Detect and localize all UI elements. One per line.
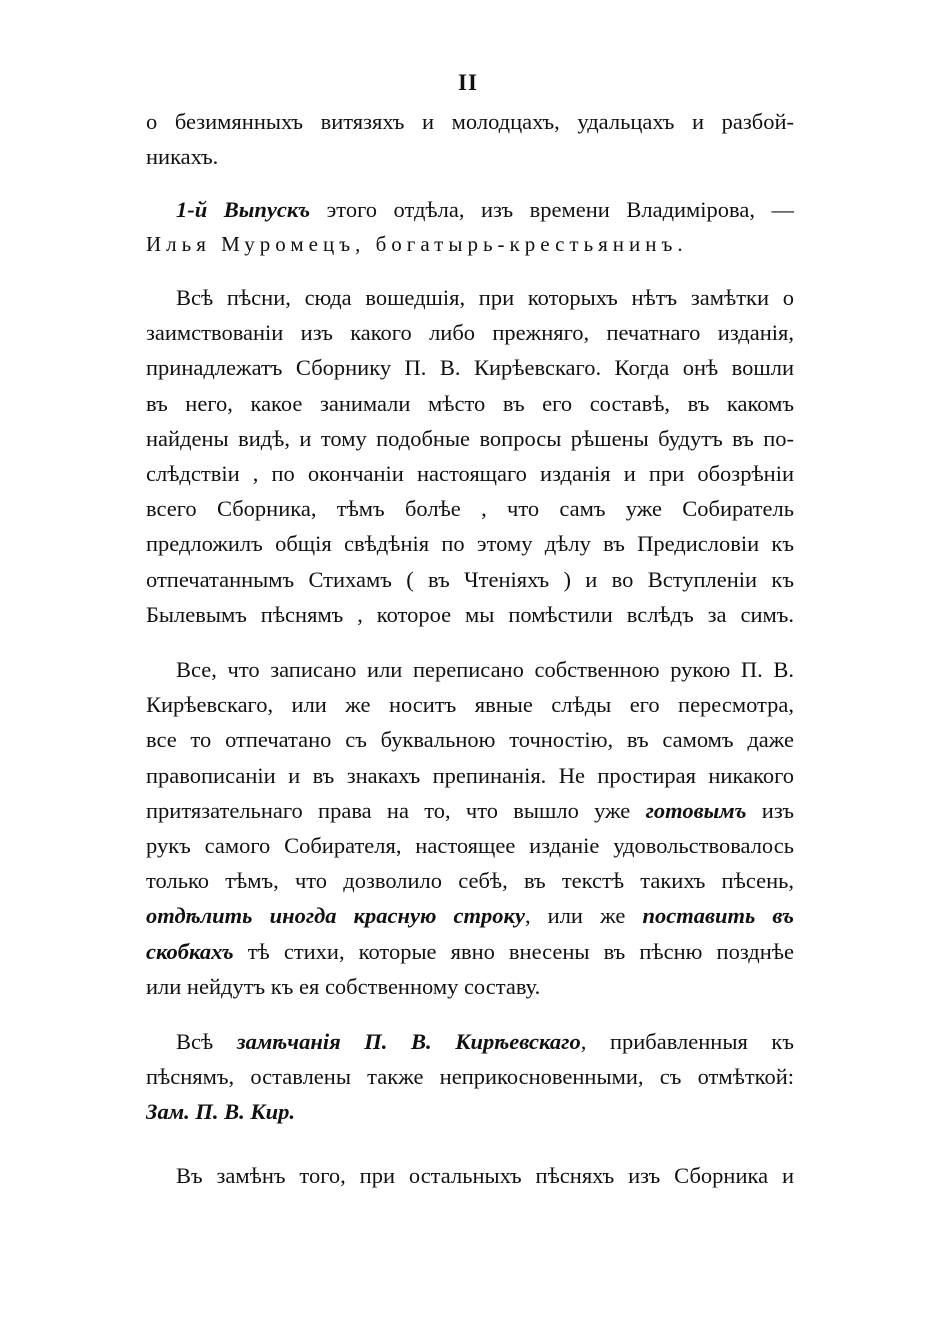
text-run: Всѣ <box>176 1029 237 1054</box>
text-line: Былевымъ пѣснямъ , которое мы помѣстили вслѣдъ за симъ. <box>146 601 794 627</box>
paragraph-issue <box>146 192 794 262</box>
text-line: отпечатаннымъ Стихамъ ( въ Чтеніяхъ ) и во Вступленіи къ <box>146 566 794 592</box>
text-line <box>146 793 794 828</box>
issue-label: 1-й Выпускъ <box>176 197 311 222</box>
paragraph-remarks <box>146 1024 794 1130</box>
remark-mark: Зам. П. В. Кир. <box>146 1099 296 1125</box>
text-line: о безимянныхъ витязяхъ и молодцахъ, удальцахъ и разбой- <box>146 109 794 134</box>
issue-hero-title: Илья Муромецъ, богатырь-крестьянинъ. <box>146 232 688 257</box>
text-line: найдены видѣ, и тому подобные вопросы рѣшены будутъ въ по- <box>146 425 794 451</box>
text-line: заимствованіи изъ какого либо прежняго, печатнаго изданія, <box>146 320 794 346</box>
text-line: предложилъ общія свѣдѣнія по этому дѣлу въ Предисловіи къ <box>146 531 794 557</box>
text-line: правописаніи и въ знакахъ препинанія. Не простирая никакого <box>146 762 794 788</box>
text-run: , прибавленныя къ <box>580 1029 794 1054</box>
text-line: всего Сборника, тѣмъ болѣе , что самъ уже Собиратель <box>146 496 794 522</box>
paragraph-editing <box>146 652 794 1004</box>
text-line: Кирѣевскаго, или же носитъ явные слѣды его пересмотра, <box>146 692 794 718</box>
page-number: II <box>458 70 478 95</box>
text-line: принадлежатъ Сборнику П. В. Кирѣевскаго. Когда онѣ вошли <box>146 355 794 381</box>
emphasis-text: замѣчанія П. В. Кирѣевскаго <box>236 1029 581 1054</box>
text-run: тѣ стихи, которые явно внесены въ пѣсню позднѣе <box>233 938 794 964</box>
text-line: Всѣ пѣсни, сюда вошедшія, при которыхъ нѣтъ замѣтки о <box>176 285 794 310</box>
text-line: въ него, какое занимали мѣсто въ его составѣ, въ какомъ <box>146 390 794 416</box>
text-line <box>146 1024 794 1059</box>
text-line: слѣдствіи , по окончаніи настоящаго изданія и при обозрѣніи <box>146 460 794 486</box>
text-line: Въ замѣнъ того, при остальныхъ пѣсняхъ изъ Сборника и <box>176 1163 794 1188</box>
text-line: Все, что записано или переписано собственною рукою П. В. <box>176 657 794 682</box>
paragraph-others <box>146 1158 794 1193</box>
text-line: никахъ. <box>146 144 219 170</box>
text-line: только тѣмъ, что дозволило себѣ, въ текстѣ такихъ пѣсень, <box>146 868 794 894</box>
text-run: , или же <box>524 903 643 929</box>
paragraph-continuation <box>146 104 794 174</box>
emphasis-text: скобкахъ <box>146 938 234 964</box>
text-run: притязательнаго права на то, что вышло уже <box>146 797 646 823</box>
emphasis-text: готовымъ <box>645 797 747 823</box>
text-line <box>146 898 794 933</box>
emphasis-text: поставить въ <box>642 903 795 929</box>
text-run: изъ <box>746 797 794 823</box>
issue-description: этого отдѣла, изъ времени Владимірова, — <box>310 197 794 222</box>
text-line: все то отпечатано съ буквальною точностію, въ самомъ даже <box>146 727 794 753</box>
text-line: пѣснямъ, оставлены также неприкосновенными, съ отмѣткой: <box>146 1064 794 1090</box>
text-line: рукъ самого Собирателя, настоящее изданіе удовольствовалось <box>146 832 794 858</box>
paragraph-sources <box>146 280 794 632</box>
text-line: или нейдутъ къ ея собственному составу. <box>146 973 541 999</box>
emphasis-text: отдѣлить иногда красную строку <box>146 903 525 929</box>
text-line <box>146 934 794 969</box>
text-line <box>146 192 794 227</box>
